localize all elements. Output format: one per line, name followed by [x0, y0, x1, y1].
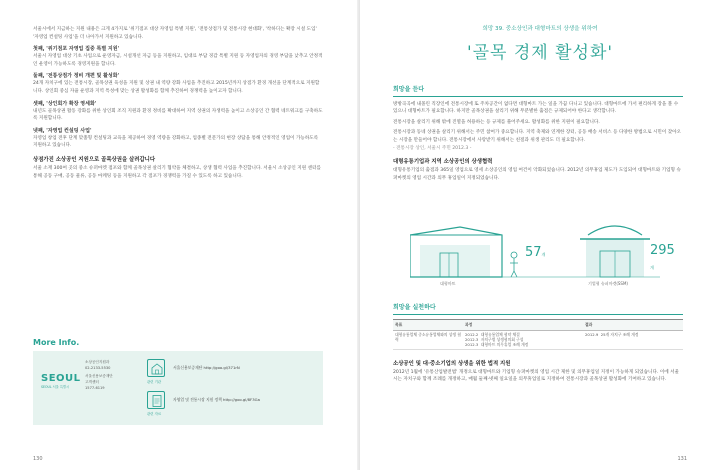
listen-rule [393, 96, 683, 97]
col-process: 과정 [463, 319, 583, 330]
site2-label: 관련 자료 [147, 412, 162, 416]
page-number-left: 130 [33, 456, 43, 462]
section-body-3: 내년도 골목상권 활동 강화를 위한 상인회 조직 지원과 환경 정비를 확대하여 지역 상권의 자생력을 높이고 소상공인 간 협력 네트워크를 구축하도록 지원합니다. [33, 108, 323, 122]
large-mart-icon [410, 227, 518, 277]
seoul-logo: SEOUL SEOUL 서울 특별시 [41, 373, 81, 389]
listen-p2: 전통시장을 살리기 위해 밖에 진열을 허용하는 등 규제를 풀어주세요. 활성화를 위한 지원이 필요합니다. [393, 119, 600, 125]
site1-link[interactable]: 서울신용보증재단 http://goo.gl/371rN [173, 365, 240, 370]
table-row: 대형유통업체 중소유통업체와의 상생 협력 2012.2 대형유통업체 협약 체결 2012.3 자치구별 상생협의회 구성 2012.3 대형마트 의무휴업 조례 개정 2012.9 25개 자치구 조례 개정 [393, 330, 683, 349]
section-body-4: 자영업 창업 전후 단계 맞춤형 컨설팅과 교육을 제공하여 경영 역량을 강화하고, 업종별 전문가의 현장 상담을 통해 안정적인 영업이 가능하도록 지원하고 있습니다. [33, 135, 319, 149]
last-heading: 소상공인 및 대·중소기업의 상생을 위한 법적 지원 [393, 360, 511, 367]
store-infographic [410, 205, 675, 290]
section-body-1: 서울시 자영업 대상 기초 사업으로 운영자금, 시설개선 자금 등을 지원하고, 임대료 부담 경감 특별 지원 등 자영업자의 경영 부담을 낮추고 안정적인 운영이 가능하도록 경영지원을 합니다. [33, 54, 323, 67]
more-info [33, 338, 323, 425]
building-icon [147, 359, 165, 377]
practice-rule [393, 314, 683, 315]
section-heading-4: 넷째, '자영업 컨설팅 사업' [33, 127, 92, 134]
small-store-icon [580, 226, 650, 277]
practice-heading: 희망을 실천하다 [393, 304, 436, 311]
bold-heading-right: 대형유통기업과 지역 소상공인의 상생협력 [393, 159, 493, 166]
chapter-subtitle: 희망 39. 중소상인과 대형마트의 상생을 위하여 [482, 26, 598, 32]
section-heading-3: 셋째, '상인회가 확장 영세화' [33, 100, 97, 107]
bold-body-left: 서울 소재 300여 곳의 중소 슈퍼마켓 점포와 함께 골목상권 살리기 협약을 체결하고, 상생 협력 사업을 추진합니다. 서울시 소상공인 지원 센터를 통해 공동 구매, 공동 물류, 공동 마케팅 등을 지원하고 각 점포가 경쟁력을 가질 수 있도록 하고 있습니다. [33, 165, 321, 179]
contact-info: 소상공인지원과 02-2133-5530 서울신용보증재단 고객센터 1577-6119 [85, 360, 113, 390]
mart-caption: 대형마트 [440, 281, 456, 286]
more-info-box [33, 351, 323, 425]
listen-heading: 희망을 듣다 [393, 86, 425, 93]
site1-label: 관련 기관 [147, 380, 162, 384]
right-page [360, 0, 720, 470]
section-heading-2: 둘째, '전통상점가 정비 개편 및 활성화' [33, 73, 120, 80]
more-info-title: More Info. [33, 338, 80, 347]
right-text-column [393, 84, 683, 182]
listen-p1: 방방곡곡에 내몰린 직장인에 전통시장에 또 주차공간이 없다면 대형마트 가는 일을 가끔 다니고 있습니다. 대형마트에 가서 편리하게 장을 볼 수 있으니 대형마트가 필요합니다. 하지만 골목상권을 살리기 위해 무분별한 출점은 규제되어야 한다고 생각합니다. [393, 101, 679, 115]
left-text-column [33, 26, 323, 180]
col-goal: 목표 [393, 319, 463, 330]
bold-heading-left: 상점가진 소상공인 지원으로 골목상권을 살려갑니다 [33, 156, 156, 163]
listen-source: - 전통시장 상인, 서울시 주민 2012.3 - [393, 145, 472, 151]
col-result: 결과 [583, 319, 683, 330]
bold-body-right: 대형유통기업의 출점과 365일 영업으로 영세 소상공인의 영업 여건이 악화되었습니다. 2012년 의무휴업 제도가 도입되어 대형마트와 기업형 슈퍼마켓의 영업 시간과 의무 휴업일이 지정되었습니다. [393, 168, 681, 181]
intro-paragraph: 서울시에서 지금하는 지원 내용은 크게 4가지로 '위기점포 대상 자영업 특별 지원', '전통상점가 및 전통시장 현대화', '착하디는 확장 시설 도입' '자영업 컨설팅 사업'을 더 나아가서 지원하고 있습니다. [33, 27, 317, 40]
ssm-count: 295개 [650, 243, 675, 270]
listen-p3: 전통시장과 동네 상권을 살리기 위해서는 주민 참여가 중요합니다. 지역 축제와 연계한 장터, 공동 배송 서비스 등 다양한 방법으로 시민이 찾아오는 시장을 만들어야 합니다. 전통시장에서 사랑받기 위해서는 친절과 위생 관리도 더 필요합니다. [393, 130, 682, 144]
document-icon [147, 391, 165, 409]
practice-table [393, 319, 683, 350]
page-number-right: 131 [677, 456, 687, 462]
chapter-title: '골목 경제 활성화' [466, 43, 614, 63]
section-heading-1: 첫째, '위기점포 자영업 집중 특별 지원' [33, 46, 120, 53]
practice-section [393, 302, 683, 384]
section-body-2: 24개 자치구에 있는 전통시장, 골목상권 육성을 지원 및 상권 내 역량 강화 사업을 추진하고 2015년까지 상점가 환경 개선을 단계적으로 지원합니다. 상인회 중심 자율 운영과 지역 특성에 맞는 상권 활성화를 함께 추진하여 경쟁력을 높이고자 합니다. [33, 81, 320, 94]
site2-link[interactable]: 자영업 및 전통시장 지원 정책 http://goo.gl/8F3Ga [173, 397, 260, 402]
ssm-caption: 기업형 슈퍼마켓(SSM) [588, 281, 628, 286]
last-body: 2012년 1월에 '유통산업발전법' 개정으로 대형마트와 기업형 슈퍼마켓의 영업 시간 제한 및 의무휴업일 지정이 가능하게 되었습니다. 이에 서울시는 자치구와 함께 조례를 개정하고, 매월 둘째·넷째 일요일을 의무휴업일로 지정하여 전통시장과 골목상권 활성화에 기여하고 있습니다. [393, 369, 680, 383]
mart-count: 57개 [525, 245, 546, 260]
